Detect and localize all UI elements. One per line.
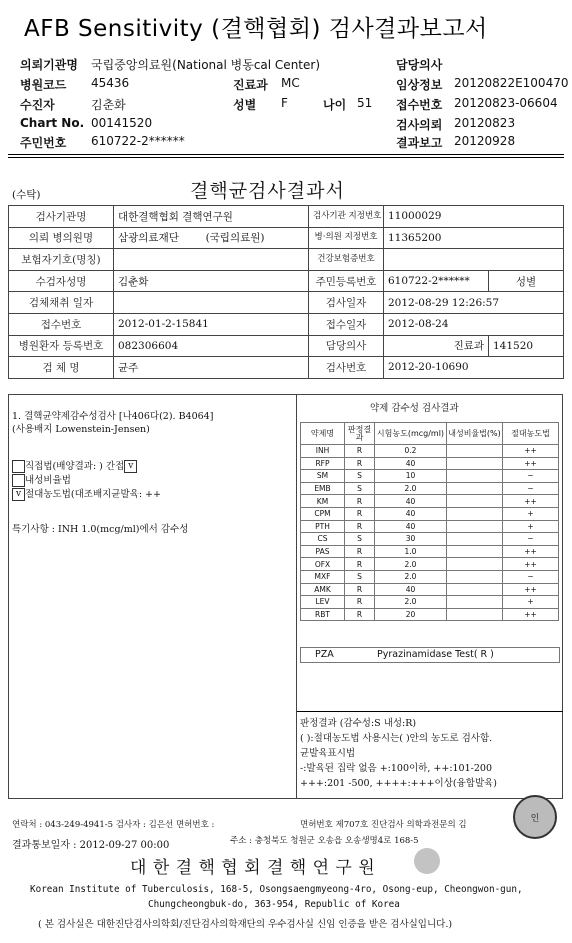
drug-name: RBT bbox=[301, 608, 345, 621]
legend-line2: ( ):절대농도법 사용시는( )안의 농도로 검사함. bbox=[300, 733, 493, 744]
judgement: R bbox=[345, 558, 375, 571]
req-label: 의뢰 병의원명 bbox=[9, 227, 114, 249]
test-no-label: 검사번호 bbox=[309, 357, 384, 379]
concentration: 10 bbox=[375, 470, 447, 483]
ins-value bbox=[114, 249, 309, 271]
concentration: 0.2 bbox=[375, 445, 447, 458]
recv-no-label: 접수번호 bbox=[9, 313, 114, 335]
results-body bbox=[301, 445, 559, 621]
drug-name: RFP bbox=[301, 457, 345, 470]
result-row bbox=[301, 545, 559, 558]
concentration: 40 bbox=[375, 495, 447, 508]
value-rrn: 610722-2****** bbox=[91, 134, 185, 148]
concentration: 2.0 bbox=[375, 482, 447, 495]
results-table bbox=[300, 422, 559, 621]
judgement: R bbox=[345, 507, 375, 520]
req-value2: (국립의료원) bbox=[205, 232, 265, 245]
table-row bbox=[9, 292, 564, 314]
info-table bbox=[8, 205, 564, 379]
pza-value: Pyrazinamidase Test( R ) bbox=[377, 649, 494, 660]
lab-label: 검사기관명 bbox=[9, 206, 114, 228]
method-absolute bbox=[12, 486, 161, 501]
absolute-value: ++ bbox=[503, 545, 559, 558]
table-row bbox=[9, 227, 564, 249]
footer-org-en2: Chungcheongbuk-do, 363-954, Republic of Korea bbox=[148, 899, 400, 910]
method-direct bbox=[12, 458, 137, 473]
specimen-label: 검 체 명 bbox=[9, 357, 114, 379]
req-cell bbox=[114, 227, 309, 249]
method-ratio-label: 내성비율법 bbox=[25, 475, 71, 486]
concentration: 40 bbox=[375, 583, 447, 596]
judgement: R bbox=[345, 596, 375, 609]
req-no-value: 11365200 bbox=[384, 227, 564, 249]
special-note: 특기사항 : INH 1.0(mcg/ml)에서 감수성 bbox=[12, 524, 189, 535]
concentration: 40 bbox=[375, 507, 447, 520]
value-clinical-info: 20120822E100470 bbox=[454, 76, 569, 90]
concentration: 20 bbox=[375, 608, 447, 621]
rrn-value: 610722-2****** bbox=[384, 270, 489, 292]
ratio-value bbox=[447, 507, 503, 520]
absolute-value: ++ bbox=[503, 558, 559, 571]
header-concentration: 시험농도(mcg/ml) bbox=[375, 423, 447, 445]
label-age: 나이 bbox=[323, 98, 347, 112]
lab-no-label: 검사기관 지정번호 bbox=[309, 206, 384, 228]
judgement: R bbox=[345, 457, 375, 470]
results-header bbox=[301, 423, 559, 445]
result-row bbox=[301, 608, 559, 621]
drug-name: SM bbox=[301, 470, 345, 483]
legend-line4: -:발육된 집락 없음 +:100이하, ++:101-200 bbox=[300, 763, 492, 774]
result-row bbox=[301, 507, 559, 520]
header-judgement: 판정결과 bbox=[345, 423, 375, 445]
result-row bbox=[301, 520, 559, 533]
table-row bbox=[9, 206, 564, 228]
label-rrn: 주민번호 bbox=[20, 136, 67, 150]
result-row bbox=[301, 533, 559, 546]
table-row bbox=[9, 357, 564, 379]
value-chart-no: 00141520 bbox=[91, 116, 153, 130]
result-row bbox=[301, 596, 559, 609]
concentration: 2.0 bbox=[375, 570, 447, 583]
collect-label: 검체채취 일자 bbox=[9, 292, 114, 314]
result-row bbox=[301, 495, 559, 508]
test-date-value: 2012-08-29 12:26:57 bbox=[384, 292, 564, 314]
judgement: S bbox=[345, 482, 375, 495]
result-row bbox=[301, 482, 559, 495]
judgement: R bbox=[345, 495, 375, 508]
header-absolute: 절대농도법 bbox=[503, 423, 559, 445]
checkbox-absolute: v bbox=[12, 488, 25, 501]
concentration: 40 bbox=[375, 457, 447, 470]
drug-name: MXF bbox=[301, 570, 345, 583]
dept-label: 진료과 bbox=[384, 335, 489, 357]
judgement: S bbox=[345, 570, 375, 583]
judgement: R bbox=[345, 583, 375, 596]
recv-no-value: 2012-01-2-15841 bbox=[114, 313, 309, 335]
drug-name: CS bbox=[301, 533, 345, 546]
footer-org-kr: 대 한 결 핵 협 회 결 핵 연 구 원 bbox=[130, 858, 376, 878]
legend-line1: 판정결과 (감수성:S 내성:R) bbox=[300, 718, 417, 729]
label-test-request: 검사의뢰 bbox=[396, 118, 443, 132]
value-hospital-code: 45436 bbox=[91, 76, 130, 90]
doctor-label: 담당의사 bbox=[309, 335, 384, 357]
label-sex: 성별 bbox=[233, 98, 257, 112]
ins-label: 보험자기호(명칭) bbox=[9, 249, 114, 271]
ratio-value bbox=[447, 482, 503, 495]
result-row bbox=[301, 583, 559, 596]
req-no-label: 병·의원 지정번호 bbox=[309, 227, 384, 249]
legend-line5: +++:201 -500, ++++:+++이상(융합발육) bbox=[300, 778, 498, 789]
concentration: 1.0 bbox=[375, 545, 447, 558]
judgement: S bbox=[345, 533, 375, 546]
value-sex: F bbox=[281, 96, 288, 110]
absolute-value: + bbox=[503, 520, 559, 533]
ratio-value bbox=[447, 545, 503, 558]
method-absolute-label: 절대농도법(대조배지균발육: ++ bbox=[25, 489, 161, 500]
ratio-value bbox=[447, 457, 503, 470]
dept-value: 141520 bbox=[489, 335, 564, 357]
value-patient: 김춘화 bbox=[91, 98, 126, 112]
legend bbox=[300, 716, 497, 791]
header-drug: 약제명 bbox=[301, 423, 345, 445]
seal-stamp bbox=[513, 795, 557, 839]
result-row bbox=[301, 558, 559, 571]
absolute-value: ++ bbox=[503, 583, 559, 596]
drug-name: EMB bbox=[301, 482, 345, 495]
ratio-value bbox=[447, 583, 503, 596]
label-hospital-code: 병원코드 bbox=[20, 78, 67, 92]
absolute-value: − bbox=[503, 482, 559, 495]
absolute-value: ++ bbox=[503, 495, 559, 508]
test-date-label: 검사일자 bbox=[309, 292, 384, 314]
name-label: 수검자성명 bbox=[9, 270, 114, 292]
footer-contact: 연락처 : 043-249-4941-5 검사자 : 김은선 면허번호 : bbox=[12, 820, 215, 830]
ratio-value bbox=[447, 470, 503, 483]
ratio-value bbox=[447, 520, 503, 533]
concentration: 2.0 bbox=[375, 558, 447, 571]
drug-name: PAS bbox=[301, 545, 345, 558]
drug-name: INH bbox=[301, 445, 345, 458]
label-doctor: 담당의사 bbox=[396, 58, 443, 72]
recv-date-label: 접수일자 bbox=[309, 313, 384, 335]
reg-value: 082306604 bbox=[114, 335, 309, 357]
ratio-value bbox=[447, 445, 503, 458]
legend-line3: 균발육표시법 bbox=[300, 748, 356, 759]
pza-row bbox=[300, 647, 560, 663]
result-row bbox=[301, 457, 559, 470]
absolute-value: + bbox=[503, 507, 559, 520]
label-clinical-info: 임상정보 bbox=[396, 78, 443, 92]
absolute-value: − bbox=[503, 570, 559, 583]
value-test-request: 20120823 bbox=[454, 116, 516, 130]
table-row bbox=[9, 313, 564, 335]
result-row bbox=[301, 570, 559, 583]
drug-name: AMK bbox=[301, 583, 345, 596]
seal-stamp-small bbox=[414, 848, 440, 874]
absolute-value: ++ bbox=[503, 457, 559, 470]
footer-notify-date: 결과통보일자 : 2012-09-27 00:00 bbox=[12, 840, 170, 851]
method-line2: (사용배지 Lowenstein-Jensen) bbox=[12, 424, 150, 435]
value-age: 51 bbox=[357, 96, 373, 110]
judgement: R bbox=[345, 545, 375, 558]
pza-label: PZA bbox=[315, 649, 334, 660]
name-value: 김춘화 bbox=[114, 270, 309, 292]
value-requester: 국립중앙의료원(National 병동cal Center) bbox=[91, 58, 320, 72]
footer-license: 면허번호 제707호 진단검사 의학과전문의 김 bbox=[300, 820, 467, 830]
seal-text: 인 bbox=[530, 813, 540, 824]
table-row bbox=[9, 335, 564, 357]
checkbox-indirect: v bbox=[124, 460, 137, 473]
drug-name: PTH bbox=[301, 520, 345, 533]
ratio-value bbox=[447, 608, 503, 621]
label-receipt-no: 접수번호 bbox=[396, 98, 443, 112]
ratio-value bbox=[447, 495, 503, 508]
absolute-value: ++ bbox=[503, 445, 559, 458]
report-title: AFB Sensitivity (결핵협회) 검사결과보고서 bbox=[24, 16, 488, 42]
lab-no-value: 11000029 bbox=[384, 206, 564, 228]
header-divider bbox=[8, 154, 564, 155]
legend-divider bbox=[297, 711, 563, 712]
ins-no-value bbox=[384, 249, 564, 271]
ratio-value bbox=[447, 533, 503, 546]
lab-value: 대한결핵협회 결핵연구원 bbox=[114, 206, 309, 228]
header-ratio: 내성비율법(%) bbox=[447, 423, 503, 445]
judgement: R bbox=[345, 520, 375, 533]
concentration: 30 bbox=[375, 533, 447, 546]
specimen-value: 균주 bbox=[114, 357, 309, 379]
absolute-value: ++ bbox=[503, 608, 559, 621]
recv-date-value: 2012-08-24 bbox=[384, 313, 564, 335]
drug-name: OFX bbox=[301, 558, 345, 571]
rrn-label: 주민등록번호 bbox=[309, 270, 384, 292]
label-patient: 수진자 bbox=[20, 98, 55, 112]
label-requester: 의뢰기관명 bbox=[20, 58, 78, 72]
header-divider-2 bbox=[8, 157, 564, 158]
ratio-value bbox=[447, 558, 503, 571]
judgement: S bbox=[345, 470, 375, 483]
method-ratio bbox=[12, 472, 71, 487]
absolute-value: − bbox=[503, 470, 559, 483]
drug-name: LEV bbox=[301, 596, 345, 609]
result-row bbox=[301, 445, 559, 458]
req-value: 삼광의료재단 bbox=[118, 232, 179, 245]
table-row bbox=[9, 270, 564, 292]
judgement: R bbox=[345, 445, 375, 458]
form-title: 결핵균검사결과서 bbox=[190, 180, 345, 202]
table-row bbox=[9, 249, 564, 271]
test-no-value: 2012-20-10690 bbox=[384, 357, 564, 379]
su-tag: (수탁) bbox=[12, 189, 41, 201]
ratio-value bbox=[447, 596, 503, 609]
footer-cert: ( 본 검사실은 대한진단검사의학회/진단검사의학재단의 우수검사실 신임 인증을 받은 검사실입니다.) bbox=[38, 919, 453, 930]
results-caption: 약제 감수성 검사결과 bbox=[370, 403, 459, 414]
label-dept: 진료과 bbox=[233, 78, 268, 92]
footer-address: 주소 : 충청북도 청원군 오송읍 오송생명4로 168-5 bbox=[230, 836, 419, 846]
ins-no-label: 건강보험증번호 bbox=[309, 249, 384, 271]
value-dept: MC bbox=[281, 76, 300, 90]
method-line1: 1. 결핵균약제감수성검사 [나406다(2). B4064] bbox=[12, 411, 214, 422]
value-receipt-no: 20120823-06604 bbox=[454, 96, 558, 110]
absolute-value: + bbox=[503, 596, 559, 609]
ratio-value bbox=[447, 570, 503, 583]
sex-label: 성별 bbox=[489, 270, 564, 292]
footer-org-en1: Korean Institute of Tuberculosis, 168-5, Osongsaengmyeong-4ro, Osong-eup, Cheongwon-gun, bbox=[30, 884, 523, 895]
label-result-report: 결과보고 bbox=[396, 136, 443, 150]
label-chart-no: Chart No. bbox=[20, 116, 85, 130]
reg-label: 병원환자 등록번호 bbox=[9, 335, 114, 357]
drug-name: KM bbox=[301, 495, 345, 508]
results-divider bbox=[296, 394, 297, 799]
concentration: 2.0 bbox=[375, 596, 447, 609]
collect-value bbox=[114, 292, 309, 314]
judgement: R bbox=[345, 608, 375, 621]
drug-name: CPM bbox=[301, 507, 345, 520]
absolute-value: − bbox=[503, 533, 559, 546]
concentration: 40 bbox=[375, 520, 447, 533]
value-result-report: 20120928 bbox=[454, 134, 516, 148]
method-direct-label: 직접법(배양결과: ) 간접 bbox=[25, 461, 125, 472]
result-row bbox=[301, 470, 559, 483]
